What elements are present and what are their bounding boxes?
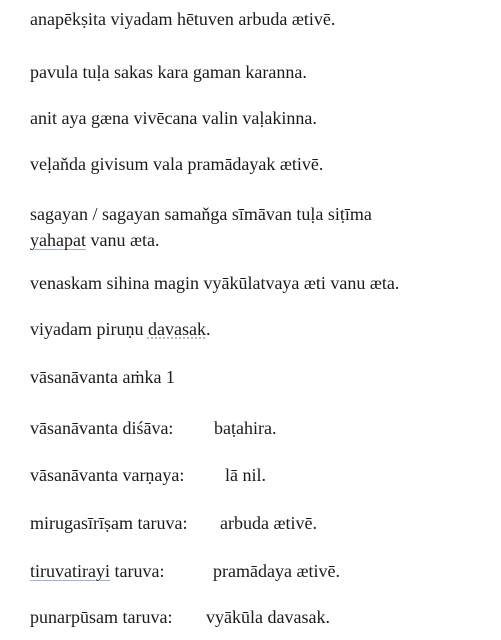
paragraph-5-line-2-rest: vanu æta. (85, 230, 160, 250)
paragraph-6 (30, 272, 399, 294)
field-label-rest: taruva: (109, 561, 165, 581)
paragraph-4-text: veḷaňda givisum vala pramādayak ætivē. (30, 154, 324, 174)
paragraph-12 (30, 560, 340, 582)
paragraph-2-text: pavula tuḷa sakas kara gaman karanna. (30, 62, 307, 82)
paragraph-5 (30, 203, 372, 251)
paragraph-8 (30, 366, 175, 388)
field-value: baṭahira. (214, 418, 277, 438)
spellcheck-word[interactable]: yahapat (30, 230, 86, 250)
field-label: vāsanāvanta varṇaya: (30, 465, 185, 485)
paragraph-8-text: vāsanāvanta aṁka 1 (30, 367, 175, 387)
grammar-word[interactable]: davasak (147, 319, 206, 339)
paragraph-6-text: venaskam sihina magin vyākūlatvaya æti vanu æta. (30, 273, 400, 293)
paragraph-2 (30, 61, 307, 83)
field-value: lā nil. (225, 465, 266, 485)
field-label: mirugasīrīṣam taruva: (30, 513, 188, 533)
paragraph-1 (30, 8, 335, 30)
field-value: vyākūla davasak. (206, 607, 330, 627)
spellcheck-word[interactable]: tiruvatirayi (30, 561, 110, 581)
paragraph-11 (30, 512, 317, 534)
paragraph-7-post: . (205, 319, 211, 339)
field-value: pramādaya ætivē. (213, 561, 340, 581)
paragraph-3 (30, 107, 317, 129)
paragraph-7-pre: viyadam piruṇu (30, 319, 148, 339)
paragraph-9 (30, 417, 277, 439)
paragraph-5-line-1: sagayan / sagayan samaňga sīmāvan tuḷa siṭīma (30, 204, 372, 224)
paragraph-1-text: anapēkṣita viyadam hētuven arbuda ætivē. (30, 9, 336, 29)
paragraph-10 (30, 464, 266, 486)
field-value: arbuda ætivē. (220, 513, 317, 533)
paragraph-13 (30, 606, 330, 628)
field-label: vāsanāvanta diśāva: (30, 418, 174, 438)
field-label: punarpūsam taruva: (30, 607, 173, 627)
paragraph-5-line-2 (30, 229, 372, 251)
paragraph-7 (30, 318, 210, 340)
paragraph-3-text: anit aya gæna vivēcana valin vaḷakinna. (30, 108, 317, 128)
paragraph-4 (30, 153, 323, 175)
